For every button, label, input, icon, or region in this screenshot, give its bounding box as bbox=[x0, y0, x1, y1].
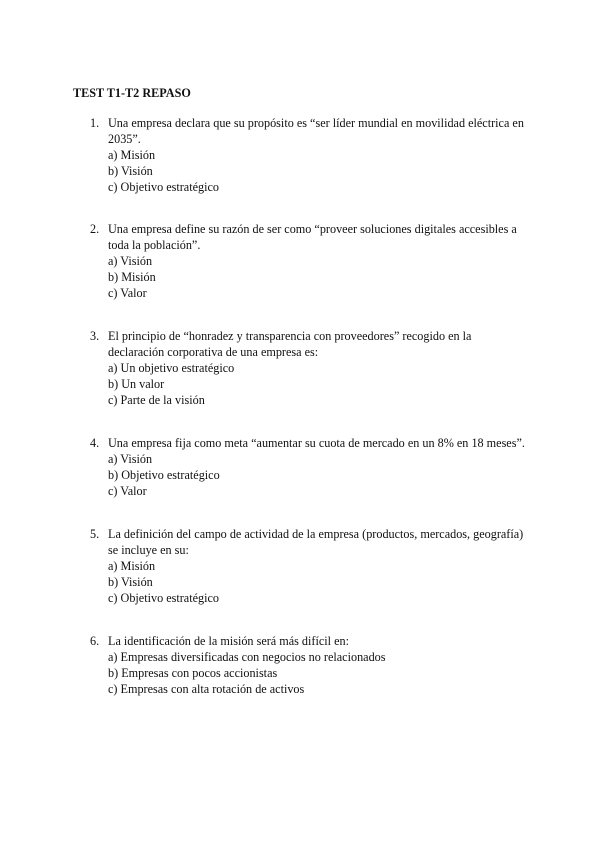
option-c: c) Empresas con alta rotación de activos bbox=[108, 682, 305, 696]
option-b: b) Objetivo estratégico bbox=[108, 468, 220, 482]
question-number: 6. bbox=[90, 634, 100, 648]
option-a: a) Un objetivo estratégico bbox=[108, 361, 235, 375]
question-text: Una empresa declara que su propósito es “ser líder mundial en movilidad eléctrica en 2035”. bbox=[108, 116, 524, 146]
question-text: Una empresa fija como meta “aumentar su cuota de mercado en un 8% en 18 meses”. bbox=[108, 436, 525, 450]
option-a: a) Visión bbox=[108, 254, 153, 268]
option-b: b) Visión bbox=[108, 575, 153, 589]
question-number: 2. bbox=[90, 222, 100, 236]
option-b: b) Visión bbox=[108, 164, 153, 178]
question-text: La definición del campo de actividad de la empresa (productos, mercados, geografía) se incluye en su: bbox=[108, 527, 524, 557]
question-number: 3. bbox=[90, 329, 100, 343]
question-number: 1. bbox=[90, 116, 100, 130]
option-a: a) Misión bbox=[108, 559, 156, 573]
question-body bbox=[108, 526, 528, 606]
question-body bbox=[108, 221, 528, 301]
question-number: 4. bbox=[90, 436, 100, 450]
option-b: b) Un valor bbox=[108, 377, 165, 391]
question-text: La identificación de la misión será más difícil en: bbox=[108, 634, 349, 648]
option-a: a) Visión bbox=[108, 452, 153, 466]
question-number: 5. bbox=[90, 527, 100, 541]
option-c: c) Objetivo estratégico bbox=[108, 180, 219, 194]
option-a: a) Misión bbox=[108, 148, 156, 162]
question-text: Una empresa define su razón de ser como “proveer soluciones digitales accesibles a toda la población”. bbox=[108, 222, 517, 252]
option-c: c) Objetivo estratégico bbox=[108, 591, 219, 605]
option-c: c) Valor bbox=[108, 286, 147, 300]
question-text: El principio de “honradez y transparencia con proveedores” recogido en la declaración corporativa de una empresa es: bbox=[108, 329, 472, 359]
question-body bbox=[108, 435, 528, 499]
question-body bbox=[108, 328, 528, 408]
option-b: b) Empresas con pocos accionistas bbox=[108, 666, 278, 680]
option-b: b) Misión bbox=[108, 270, 156, 284]
page-title: TEST T1-T2 REPASO bbox=[73, 86, 191, 100]
option-c: c) Valor bbox=[108, 484, 147, 498]
question-body bbox=[108, 115, 528, 195]
question-body bbox=[108, 633, 528, 697]
option-c: c) Parte de la visión bbox=[108, 393, 205, 407]
option-a: a) Empresas diversificadas con negocios no relacionados bbox=[108, 650, 386, 664]
